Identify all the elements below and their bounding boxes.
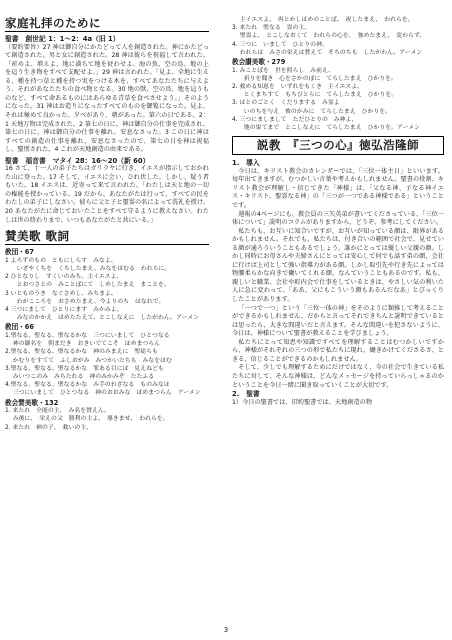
hymn-lyrics-title: 賛美歌 歌詞	[5, 229, 209, 245]
hymn-line: 4.聖なる、聖なる、聖なるかな み手のわざなる ものみなは	[5, 382, 170, 389]
hymn-line: わがこころを おさめたまえ、今よりのち はなれで。	[5, 298, 165, 305]
hymn-line: 4 三つにまして ひとりにます みかみよ、	[5, 306, 123, 313]
hymn-line: 3. はとのごとく くだりまする み霊よ	[232, 100, 340, 107]
hymn-line: みいつこのみ みちたれる 神のみかみぞ たたふる	[5, 373, 155, 380]
sermon-paragraph: 「一つで一つ」という「三位一体の神」をそのように類推して考えることができるかもしれません。だからと言ってそれできちんと説明できているとは思ったら、大きな間違いだと言えます。そんな間違いを犯さないように、今日は、神様について聖書が教えることを学びましょう。	[232, 304, 444, 338]
hymn-title: 教会賛美歌・132	[5, 398, 59, 407]
hymn-line: かむりをすてて ふしおがみ みつかいたちも みなをほむ	[5, 357, 172, 364]
family-worship-title: 家庭礼拝のために	[5, 16, 209, 32]
hymn-line: 聖霊よ、 とこしなおくて われらの心を、 強めたまえ、 変わらず。	[232, 33, 426, 40]
hymn-line: 4. 三つにましまして ただひとりの み神よ、	[232, 116, 358, 123]
hymn-line: 1. みことばを 世を照らし み前え、	[232, 67, 335, 74]
hymn-line: 神の御名を 朝まだき おきいでてこそ ほめまつらん	[5, 341, 161, 348]
hymn-line: みなのかかえ ほめたたえて、とこしなえに したがわん。アーメン	[5, 315, 200, 322]
reading1-heading: 聖書 創世記 1：1〜2：4a（旧 1）	[5, 35, 120, 43]
hymn-line: われらは みさの栄えは賛えて そちのちも したがわん。アーメン	[232, 49, 423, 56]
reading2-text: 16 さて、十一人の弟子たちはガリラヤに行き、イエスが指示しておかれた山に登った。17 そして、イエスに会い、ひれ伏した。しかし、疑う者もいた。18 イエスは、近寄って来て言われた。「わたしは天と地の一切の権能を授かっている。19 だから、あなたがたは行って、すべての民をわたしの弟子にしなさい。彼らに父と子と聖霊の名によって洗礼を授け、20 あなたがたに命じておいたことをすべて守るように教えなさい。わたしは世の終わりまで、いつもあなたがたと共にいる。」	[5, 165, 209, 224]
hymn-line: 2. 来たれ 神の子、 救いの主、	[5, 424, 93, 431]
hymn-line: 4. 三つに いまして ひとりの神、	[232, 41, 328, 48]
hymn-line: 1 よろずのもの ともにしらす みなよ、	[5, 257, 117, 264]
hymn-title: 教会讃美歌・279	[232, 58, 286, 67]
sermon-section-heading: 2. 聖書	[232, 390, 260, 399]
right-column	[232, 16, 444, 407]
hymn-line: み後に、 栄えの父 勝利の主よ、 導きませ、 われらを。	[5, 416, 169, 423]
reading2-heading: 聖書 福音書 マタイ 28：16〜20（新 60）	[5, 156, 150, 165]
hymn-line: いざやくちを くちしたまえ、みなをほむる われらに。	[5, 265, 171, 272]
hymn-title: 教団・66	[5, 323, 34, 332]
hymn-line: 2 ひとなりし すくいのみち、主イエスよ、	[5, 274, 123, 281]
hymn-line: 2. 救める知恵を いずれをもくき 主イエスよ、	[232, 84, 363, 91]
sermon-section-heading: 1. 導入	[232, 159, 260, 168]
sermon-paragraph: 私たちにとって知恵や知識ですべてを理解することはむつかしいですから、神様がそれぞれの三つの形で私たちに現れ、働きかけてくださるさ、ときる、信じることができるのかもしれません。	[232, 338, 444, 363]
page-number: 3	[223, 626, 229, 634]
left-column	[5, 16, 209, 432]
hymn-line: 3. 来たれ 聖なる 霊の主、	[232, 25, 311, 32]
hymn-line: とおつさとの みことばにて しめしたまえ まことを。	[5, 282, 170, 289]
hymn-line: 2.聖なる、聖なる、聖なるかな 神のみまえに 聖徒らも	[5, 349, 158, 356]
hymn-line: 地の果てまで とこしなえに てらしたまえ ひかりを。アーメン	[232, 125, 421, 132]
sermon-paragraph: 今日は、キリスト教会のカレンダーでは、「三位一体主日」といいます。毎年出てきますが、むつかしい言葉や考えかもしれません。聖書の役割、キリスト教会が理解し・信じてきた「神様」は、「父なる神、子なる神イエス・キリスト、聖霊なる神」の「三つが一つである神様である」ということです。	[232, 167, 444, 210]
sermon-paragraph: 週報の4ページにも、教会員の三矢英弟が書いてくださっている、「三位一体について」説明のコラムがありますから、どうぞ、参考にしてください。	[232, 210, 444, 227]
hymn-line: 祈りを聞き 心をさかのぼに てらしたまえ ひかりを。	[232, 75, 397, 82]
sermon-paragraph: そして、少しでも理解するためにだけではなく、今の社会で生きている私たちに対して、そんな神様は、どんなメッセージを持っていらっしゃるのかということを今日一緒に聞き取っていくことが大切です。	[232, 364, 444, 389]
hymn-line: とくまちすて もちびとらに てらしたまえ ひかりを。	[232, 92, 398, 99]
sermon-banner: 説教 『三つの心』徳弘浩隆師	[232, 136, 444, 155]
hymn-title: 教団・67	[5, 248, 34, 257]
sermon-paragraph: 1）今日の聖書では、旧約聖書では、天地創造の物	[232, 398, 373, 406]
hymn-line: 3.聖なる、聖なる、聖なるかな 罪ある目には 見えねども	[5, 365, 164, 372]
hymn-line: 1. 来たれ 全能の主、 み名を賛えん。	[5, 408, 111, 415]
hymn-line: 主イエスよ、 再とかしほめのことば、 祝したまえ、 われらを。	[232, 17, 414, 23]
hymn-line: 3 いとものうき なぐさめし、みちまよ、	[5, 290, 117, 297]
reading1-text: （要約要旨）27 神は御自分にかたどって人を創造された。神にかたどって創造された。男と女に創造された。28 神は彼らを祝福して言われた。「産めよ、増えよ、地に満ちて地を従わせよ。海の魚、空の鳥、地の上を這う生き物をすべて支配せよ。」29 神は言われた。「見よ、全地に生える、種を持つ草と種を持つ実をつける木を、すべてあなたたちに与えよう。それがあなたたちの食べ物となる。30 地の獣、空の鳥、地を這うものなど、すべて命あるものにはあらゆる青草を食べさせよう。」そのようになった。31 神はお造りになったすべてのものを御覧になった。見よ、それは極めて良かった。夕べがあり、朝があった。第六の日である。2：1 天地万物は完成された。2 第七の日に、神は御自分の仕事を完成され、第七の日に、神は御自分の仕事を離れ、安息なさった。3 この日に神はすべての創造の仕事を離れ、安息なさったので、第七の日を神は祝福し、聖別された。4 これが天地創造の由来である。	[5, 43, 209, 154]
hymn-line: 1.聖なる、聖なる、聖なるかな 三つにいまして ひとつなる	[5, 332, 170, 339]
sermon-paragraph: 私たちも、お互いに知合いですが、お互いが知っている顔は、限界があるかもしれません。それでも、私たちは、付き合いの範囲で社会で、見せている顔が通ろういうこともあるでしょう。誰かにとっては優しい父親の顔。しかし同時にお母さんや夫婦さんにとっては安心して何でも話す弟の顔、会社に行けば上司として強い指導力がある顔。しかし取引先や行き先によっては物腰柔らかな向きで働いてくれる顔、なんていうこともあるのです。私も、親しいと職業、会社や町内会で仕事をしているときは、やさしい気の利いた人に急に変わって、「ああ、父にもこういう顔もあるんだなあ」とびっくりしたことがあります。	[232, 227, 444, 304]
hymn-line: 三つにいまして ひとつなる 神のおおみな ほめまつらん アーメン	[5, 390, 201, 397]
hymn-line: いのちを与え 彼のかみに てらしたまえ ひかりを。	[232, 108, 392, 115]
